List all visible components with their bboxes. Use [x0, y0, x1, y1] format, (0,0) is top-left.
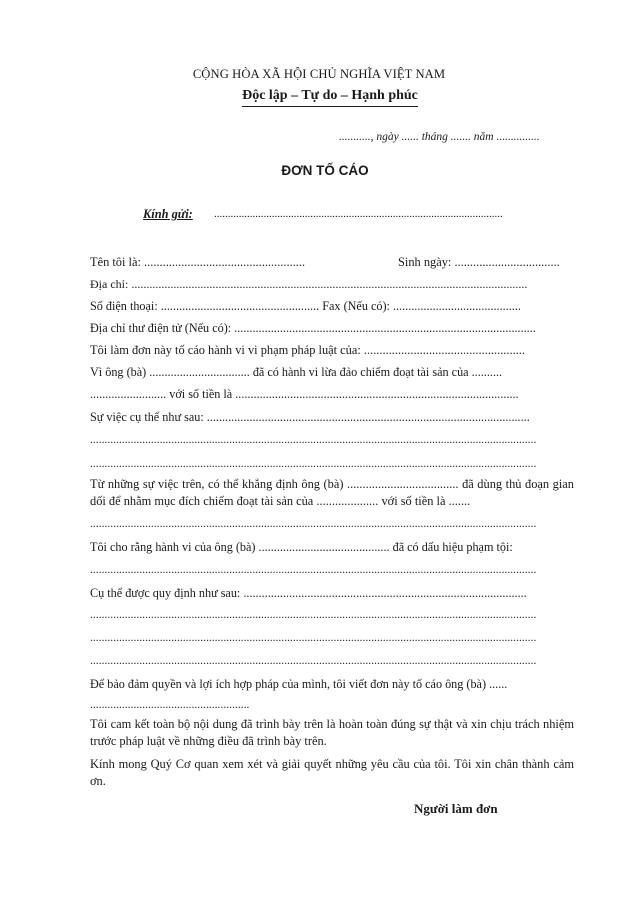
recipient-field[interactable]: ......................................................................................................... — [214, 208, 503, 220]
recipient-label-text: Kính gửi: — [143, 207, 193, 221]
national-motto — [0, 88, 638, 107]
incident-details-line[interactable]: Sự việc cụ thể như sau: .......................................................................................................... — [90, 410, 530, 424]
rights-protection-line[interactable]: Để bảo đảm quyền và lợi ích hợp pháp của mình, tôi viết đơn này tố cáo ông (bà) ...... — [90, 677, 508, 691]
birth-date-field[interactable]: Sinh ngày: .................................. — [398, 255, 560, 269]
blank-line[interactable]: .......................................................................................................................................................... — [90, 517, 537, 530]
blank-line[interactable]: .......................................................................................................................................................... — [90, 433, 537, 446]
full-name-field[interactable]: Tên tôi là: .................................................... — [90, 255, 306, 269]
blank-line[interactable]: .......................................................................................................................................................... — [90, 654, 537, 667]
recipient-label — [143, 206, 193, 222]
conclusion-paragraph[interactable]: Từ những sự việc trên, có thể khẳng định ông (bà) .................................... đã dùng thủ đoạn gian dối để nhằm mục đích chiếm đoạt tài sản của .................... với số tiền là ....... — [90, 477, 574, 508]
accused-person-line[interactable]: Tôi làm đơn này tố cáo hành vi vi phạm pháp luật của: .................................................... — [90, 343, 525, 357]
request-paragraph: Kính mong Quý Cơ quan xem xét và giải quyết những yêu cầu của tôi. Tôi xin chân thành cảm ơn. — [90, 757, 574, 788]
address-field[interactable]: Địa chỉ: .................................................................................................................................... — [90, 277, 528, 291]
blank-line[interactable]: .......................................................................................................................................................... — [90, 631, 537, 644]
crime-sign-line[interactable]: Tôi cho rằng hành vi của ông (bà) ........................................... đã có dấu hiệu phạm tội: — [90, 540, 513, 554]
document-title: ĐƠN TỐ CÁO — [281, 163, 369, 178]
country-name: CỘNG HÒA XÃ HỘI CHỦ NGHĨA VIỆT NAM — [192, 67, 446, 81]
blank-line[interactable]: .......................................................................................................................................................... — [90, 457, 537, 470]
phone-fax-field[interactable]: Số điện thoại: .................................................... Fax (Nếu có): .......................................... — [90, 299, 521, 313]
blank-line[interactable]: .......................................................................................................................................................... — [90, 608, 537, 621]
email-field[interactable]: Địa chỉ thư điện tử (Nếu có): ................................................................................................... — [90, 321, 536, 335]
signature-label: Người làm đơn — [414, 801, 498, 816]
motto-text: Độc lập – Tự do – Hạnh phúc — [242, 88, 418, 107]
amount-line[interactable]: ......................... với số tiền là ............................................................................................. — [90, 387, 519, 401]
commitment-paragraph: Tôi cam kết toàn bộ nội dung đã trình bày trên là hoàn toàn đúng sự thật và xin chịu trách nhiệm trước pháp luật về những điều đã trình bày trên. — [90, 717, 574, 748]
blank-line[interactable]: .......................................................................................................................................................... — [90, 563, 537, 576]
fraud-act-line[interactable]: Vì ông (bà) ................................. đã có hành vi lừa đảo chiếm đoạt tài sản của .......... — [90, 365, 503, 379]
date-line: ..........., ngày ...... tháng ....... năm ............... — [339, 131, 540, 143]
rights-protection-continuation[interactable]: ....................................................... — [90, 698, 250, 711]
legal-basis-line[interactable]: Cụ thể được quy định như sau: ............................................................................................. — [90, 586, 527, 600]
